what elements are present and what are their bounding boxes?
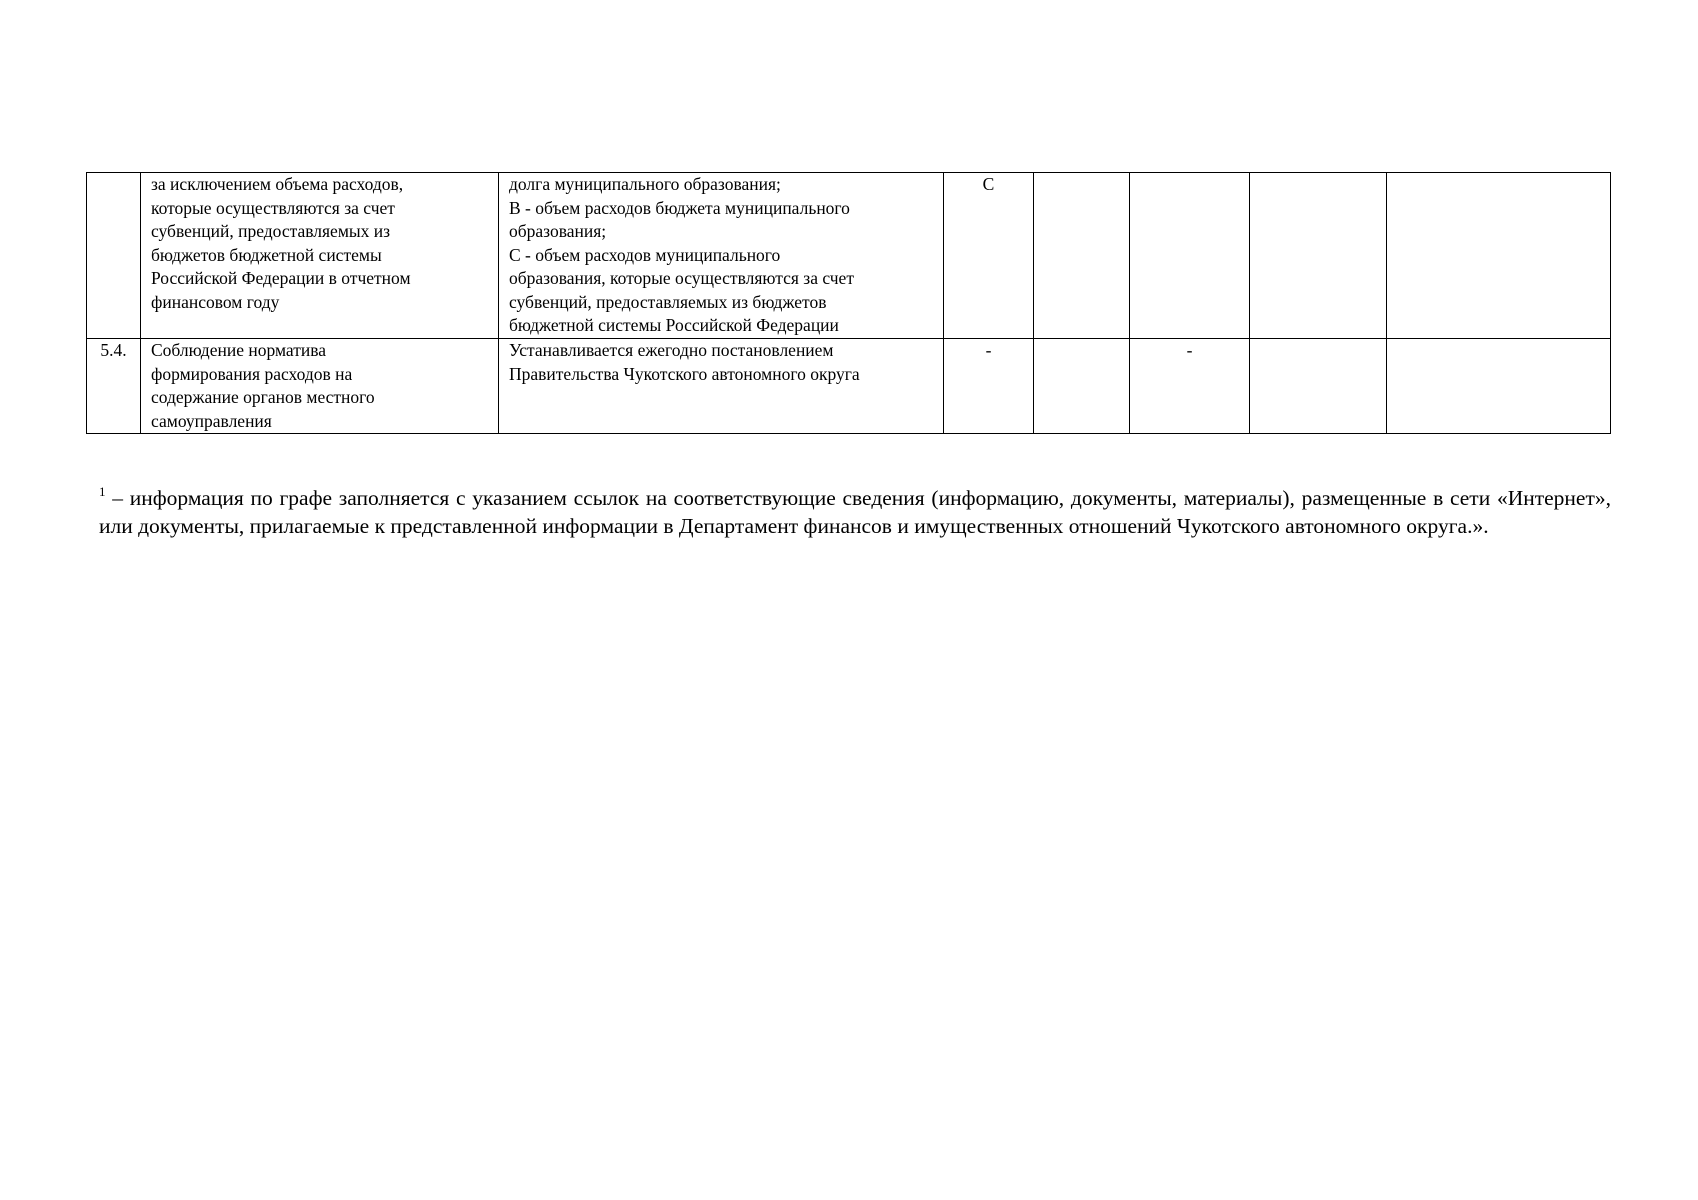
method-text-line: долга муниципального образования; bbox=[509, 174, 781, 194]
footnote bbox=[99, 484, 1611, 541]
value-cell: - bbox=[1130, 339, 1250, 434]
indicator-text-line: Соблюдение норматива bbox=[151, 340, 327, 360]
indicator-text-line: содержание органов местного bbox=[151, 387, 375, 407]
method-text-line: С - объем расходов муниципального bbox=[509, 244, 781, 265]
method-text-line: Устанавливается ежегодно постановлением bbox=[509, 340, 834, 360]
indicator-text-line: самоуправления bbox=[151, 410, 272, 431]
value-cell: - bbox=[944, 339, 1034, 434]
value-cell bbox=[1387, 339, 1611, 434]
indicator-text-line: формирования расходов на bbox=[151, 363, 353, 384]
indicator-text-line: Российской Федерации в отчетном bbox=[151, 268, 411, 288]
value-cell bbox=[1034, 173, 1130, 339]
indicator-cell bbox=[141, 339, 499, 434]
indicator-text-line: субвенций, предоставляемых из bbox=[151, 221, 391, 241]
criteria-table bbox=[86, 172, 1611, 434]
method-text-line: субвенций, предоставляемых из бюджетов bbox=[509, 291, 827, 312]
calculation-method-cell bbox=[499, 173, 944, 339]
value-cell bbox=[1250, 339, 1387, 434]
value-cell bbox=[1034, 339, 1130, 434]
indicator-text-line: за исключением объема расходов, bbox=[151, 174, 404, 194]
method-text-line: образования, которые осуществляются за счет bbox=[509, 268, 854, 288]
footnote-text: – информация по графе заполняется с указанием ссылок на соответствующие сведения (информацию, документы, материалы), размещенные в сети «Интернет», или документы, прилагаемые к представленной информации в Департамент финансов и имущественных отношений Чукотского автономного округа.». bbox=[99, 485, 1611, 538]
method-text-line: Правительства Чукотского автономного округа bbox=[509, 363, 860, 384]
table-row bbox=[87, 173, 1611, 339]
method-text-line: В - объем расходов бюджета муниципального bbox=[509, 197, 850, 218]
method-text-line: образования; bbox=[509, 221, 607, 241]
row-number-cell: 5.4. bbox=[87, 339, 141, 434]
indicator-text-line: которые осуществляются за счет bbox=[151, 197, 395, 218]
value-cell: С bbox=[944, 173, 1034, 339]
row-number-cell bbox=[87, 173, 141, 339]
value-cell bbox=[1387, 173, 1611, 339]
value-cell bbox=[1250, 173, 1387, 339]
method-text-line: бюджетной системы Российской Федерации bbox=[509, 315, 839, 335]
calculation-method-cell bbox=[499, 339, 944, 434]
value-cell bbox=[1130, 173, 1250, 339]
footnote-marker: 1 bbox=[99, 483, 106, 499]
indicator-cell bbox=[141, 173, 499, 339]
table-row bbox=[87, 339, 1611, 434]
indicator-text-line: финансовом году bbox=[151, 291, 280, 312]
indicator-text-line: бюджетов бюджетной системы bbox=[151, 244, 382, 265]
